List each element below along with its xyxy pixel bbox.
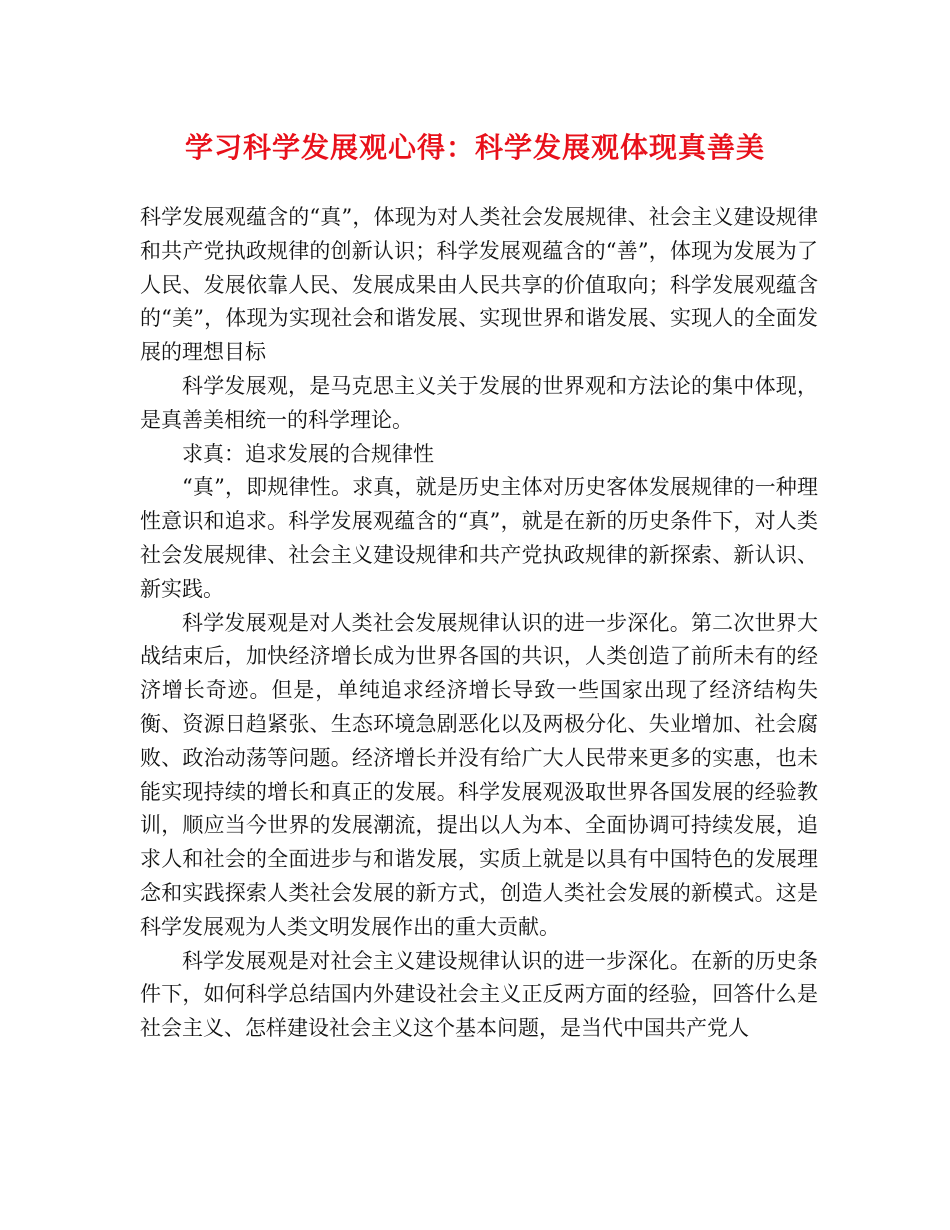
paragraph-truth-definition: “真”，即规律性。求真，就是历史主体对历史客体发展规律的一种理性意识和追求。科学发展观蕴含的“真”，就是在新的历史条件下，对人类社会发展规律、社会主义建设规律和共产党执政规律的新探索、新认识、新实践。 — [140, 475, 818, 601]
paragraph-socialist-construction-law: 科学发展观是对社会主义建设规律认识的进一步深化。在新的历史条件下，如何科学总结国内外建设社会主义正反两方面的经验，回答什么是社会主义、怎样建设社会主义这个基本问题，是当代中国共产党人 — [140, 948, 818, 1041]
document-title: 学习科学发展观心得：科学发展观体现真善美 — [184, 131, 765, 164]
document-body — [140, 201, 818, 1046]
paragraph-summary: 科学发展观蕴含的“真”，体现为对人类社会发展规律、社会主义建设规律和共产党执政规律的创新认识；科学发展观蕴含的“善”，体现为发展为了人民、发展依靠人民、发展成果由人民共享的价值取向；科学发展观蕴含的“美”，体现为实现社会和谐发展、实现世界和谐发展、实现人的全面发展的理想目标 — [140, 205, 818, 365]
paragraph-intro: 科学发展观，是马克思主义关于发展的世界观和方法论的集中体现，是真善美相统一的科学理论。 — [140, 373, 818, 432]
section-heading-seek-truth: 求真：追求发展的合规律性 — [182, 441, 434, 466]
paragraph-social-development-law: 科学发展观是对人类社会发展规律认识的进一步深化。第二次世界大战结束后，加快经济增长成为世界各国的共识，人类创造了前所未有的经济增长奇迹。但是，单纯追求经济增长导致一些国家出现了经济结构失衡、资源日趋紧张、生态环境急剧恶化以及两极分化、失业增加、社会腐败、政治动荡等问题。经济增长并没有给广大人民带来更多的实惠，也未能实现持续的增长和真正的发展。科学发展观汲取世界各国发展的经验教训，顺应当今世界的发展潮流，提出以人为本、全面协调可持续发展，追求人和社会的全面进步与和谐发展，实质上就是以具有中国特色的发展理念和实践探索人类社会发展的新方式，创造人类社会发展的新模式。这是科学发展观为人类文明发展作出的重大贡献。 — [140, 610, 818, 939]
